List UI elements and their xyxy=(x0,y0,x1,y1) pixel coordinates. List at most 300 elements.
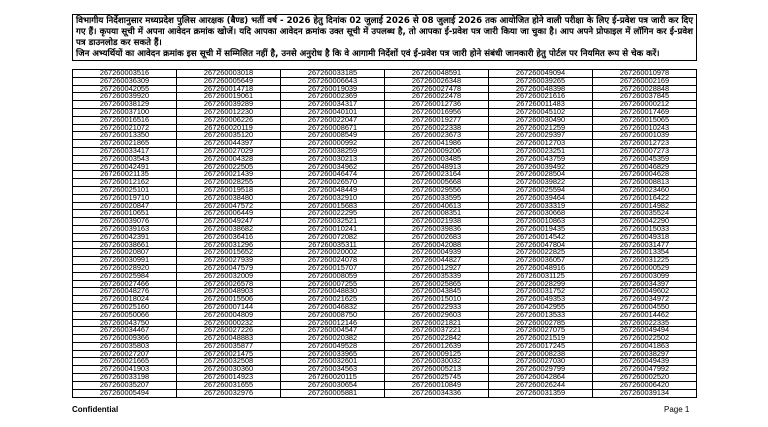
table-cell: 267260028920 xyxy=(73,264,177,272)
table-row xyxy=(73,241,697,249)
table-cell: 267260027029 xyxy=(177,147,281,155)
table-cell: 267260034317 xyxy=(281,101,385,109)
table-cell: 267260019710 xyxy=(73,194,177,202)
table-cell: 267260002785 xyxy=(489,319,593,327)
table-cell: 267260002369 xyxy=(281,93,385,101)
table-cell: 267260038129 xyxy=(73,101,177,109)
table-cell: 267260039920 xyxy=(73,93,177,101)
table-row xyxy=(73,147,697,155)
table-row xyxy=(73,124,697,132)
table-cell: 267260034962 xyxy=(281,163,385,171)
table-cell: 267260072082 xyxy=(281,233,385,241)
table-cell: 267260018024 xyxy=(73,296,177,304)
table-cell: 267260020115 xyxy=(281,374,385,382)
table-cell: 267260005881 xyxy=(281,389,385,397)
table-cell: 267260045359 xyxy=(593,155,697,163)
table-cell: 267260040613 xyxy=(385,202,489,210)
notice-paragraph-2: जिन अभ्यर्थियों का आवेदन क्रमांक इस सूची में सम्मिलित नहीं है, उनसे अनुरोध है कि वे आगामी निर्देशों एवं ई-प्रवेश पत्र जारी होने संबंधी जानकारी हेतु पोर्टल पर नियमित रूप से चेक करें। xyxy=(76,49,660,59)
table-row xyxy=(73,93,697,101)
table-cell: 267260043750 xyxy=(73,319,177,327)
table-cell: 267260038480 xyxy=(177,194,281,202)
table-cell: 267260019039 xyxy=(281,85,385,93)
table-cell: 267260033595 xyxy=(385,194,489,202)
table-cell: 267260021519 xyxy=(489,335,593,343)
table-cell: 267260030490 xyxy=(489,116,593,124)
table-body xyxy=(73,70,697,398)
table-cell: 267260022505 xyxy=(177,163,281,171)
table-cell: 267260012927 xyxy=(385,264,489,272)
table-cell: 267260035803 xyxy=(73,342,177,350)
table-cell: 267260028504 xyxy=(489,171,593,179)
table-cell: 267260042491 xyxy=(73,163,177,171)
table-cell: 267260039134 xyxy=(593,389,697,397)
table-row xyxy=(73,280,697,288)
table-cell: 267260020847 xyxy=(73,202,177,210)
table-cell: 267260039076 xyxy=(73,218,177,226)
table-row xyxy=(73,132,697,140)
table-cell: 267260010978 xyxy=(593,70,697,78)
table-cell: 267260023251 xyxy=(489,147,593,155)
table-cell: 267260031359 xyxy=(489,389,593,397)
table-cell: 267260046832 xyxy=(281,303,385,311)
table-cell: 267260000992 xyxy=(281,140,385,148)
table-cell: 267260004939 xyxy=(385,249,489,257)
table-row xyxy=(73,202,697,210)
table-cell: 267260029556 xyxy=(385,186,489,194)
table-row xyxy=(73,85,697,93)
table-cell: 267260021665 xyxy=(73,358,177,366)
table-cell: 267260019518 xyxy=(177,186,281,194)
table-cell: 267260025984 xyxy=(73,272,177,280)
table-cell: 267260005213 xyxy=(385,366,489,374)
table-cell: 267260015707 xyxy=(281,264,385,272)
table-cell: 267260034563 xyxy=(281,366,385,374)
table-cell: 267260041863 xyxy=(593,342,697,350)
table-cell: 267260032521 xyxy=(281,218,385,226)
table-cell: 267260010241 xyxy=(281,225,385,233)
table-cell: 267260005649 xyxy=(177,77,281,85)
table-cell: 267260048830 xyxy=(281,288,385,296)
footer-page-number: Page 1 xyxy=(664,405,690,414)
table-cell: 267260034336 xyxy=(385,389,489,397)
table-cell: 267260049494 xyxy=(593,327,697,335)
table-cell: 267260021821 xyxy=(385,319,489,327)
table-cell: 267260043845 xyxy=(385,288,489,296)
table-cell: 267260031655 xyxy=(177,381,281,389)
table-cell: 267260024078 xyxy=(281,257,385,265)
table-cell: 267260009206 xyxy=(385,147,489,155)
table-cell: 267260012723 xyxy=(593,140,697,148)
table-cell: 267260027939 xyxy=(177,257,281,265)
table-cell: 267260003516 xyxy=(73,70,177,78)
table-cell: 267260039492 xyxy=(489,163,593,171)
table-cell: 267260042955 xyxy=(489,303,593,311)
table-cell: 267260016422 xyxy=(593,194,697,202)
table-cell: 267260015506 xyxy=(177,296,281,304)
table-cell: 267260026244 xyxy=(489,381,593,389)
table-cell: 267260009366 xyxy=(73,335,177,343)
table-cell: 267260042055 xyxy=(73,85,177,93)
table-cell: 267260020807 xyxy=(73,249,177,257)
table-cell: 267260025160 xyxy=(73,303,177,311)
table-cell: 267260026570 xyxy=(281,179,385,187)
table-cell: 267260027075 xyxy=(489,327,593,335)
table-cell: 267260035120 xyxy=(177,132,281,140)
table-cell: 267260046474 xyxy=(281,171,385,179)
table-cell: 267260048916 xyxy=(489,264,593,272)
table-cell: 267260033417 xyxy=(73,147,177,155)
table-cell: 267260019061 xyxy=(177,93,281,101)
table-cell: 267260022295 xyxy=(281,210,385,218)
table-cell: 267260039464 xyxy=(489,194,593,202)
table-cell: 267260031752 xyxy=(489,288,593,296)
table-cell: 267260023460 xyxy=(593,186,697,194)
table-cell: 267260027466 xyxy=(73,280,177,288)
table-cell: 267260021475 xyxy=(177,350,281,358)
table-row xyxy=(73,77,697,85)
table-cell: 267260048449 xyxy=(281,186,385,194)
table-row xyxy=(73,225,697,233)
table-cell: 267260012639 xyxy=(385,342,489,350)
table-row xyxy=(73,288,697,296)
table-cell: 267260049353 xyxy=(489,296,593,304)
table-cell: 267260017469 xyxy=(593,108,697,116)
table-cell: 267260022478 xyxy=(385,93,489,101)
table-cell: 267260012146 xyxy=(281,319,385,327)
table-cell: 267260028299 xyxy=(489,280,593,288)
table-cell: 267260015010 xyxy=(385,296,489,304)
table-row xyxy=(73,218,697,226)
table-cell: 267260031125 xyxy=(489,272,593,280)
table-cell: 267260044397 xyxy=(177,140,281,148)
table-row xyxy=(73,327,697,335)
table-cell: 267260049247 xyxy=(177,218,281,226)
footer-confidential: Confidential xyxy=(72,405,119,414)
table-cell: 267260025865 xyxy=(385,280,489,288)
table-cell: 267260020382 xyxy=(281,335,385,343)
table-cell: 267260003018 xyxy=(177,70,281,78)
table-cell: 267260026348 xyxy=(385,77,489,85)
table-cell: 267260027478 xyxy=(385,85,489,93)
table-cell: 267260042864 xyxy=(489,374,593,382)
table-cell: 267260007144 xyxy=(177,303,281,311)
table-row xyxy=(73,163,697,171)
table-cell: 267260025745 xyxy=(385,374,489,382)
table-row xyxy=(73,296,697,304)
table-cell: 267260048398 xyxy=(489,85,593,93)
application-number-table xyxy=(72,69,697,398)
table-cell: 267260021938 xyxy=(385,218,489,226)
table-cell: 267260047579 xyxy=(177,264,281,272)
table-cell: 267260034397 xyxy=(593,280,697,288)
table-cell: 267260010651 xyxy=(73,210,177,218)
table-cell: 267260035207 xyxy=(73,381,177,389)
table-row xyxy=(73,70,697,78)
table-cell: 267260006226 xyxy=(177,116,281,124)
table-cell: 267260049602 xyxy=(593,288,697,296)
table-row xyxy=(73,389,697,397)
table-cell: 267260043759 xyxy=(489,155,593,163)
table-cell: 267260048276 xyxy=(73,288,177,296)
table-cell: 267260010243 xyxy=(593,124,697,132)
table-cell: 267260008549 xyxy=(281,132,385,140)
table-cell: 267260032009 xyxy=(177,272,281,280)
table-cell: 267260028255 xyxy=(177,179,281,187)
table-cell: 267260042290 xyxy=(593,218,697,226)
table-cell: 267260032910 xyxy=(281,194,385,202)
table-cell: 267260012703 xyxy=(489,140,593,148)
table-row xyxy=(73,101,697,109)
table-cell: 267260047804 xyxy=(489,241,593,249)
table-cell: 267260039265 xyxy=(489,77,593,85)
table-cell: 267260020119 xyxy=(177,124,281,132)
notice-paragraph-1: विभागीय निर्देशानुसार मध्यप्रदेश पुलिस आरक्षक (बैण्ड) भर्ती वर्ष - 2026 हेतु दिनांक 02 जुलाई 2026 से 08 जुलाई 2026 तक आयोजित होने वाली परीक्षा के लिए ई-प्रवेश पत्र जारी कर दिए गए हैं। कृपया सूची में अपना आवेदन क्रमांक खोजें। यदि आपका आवेदन क्रमांक उक्त सूची में उपलब्ध है, तो आपका ई-प्रवेश पत्र जारी किया जा चुका है। आप अपने प्रोफाइल में लॉगिन कर ई-प्रवेश पत्र डाउनलोड कर सकते हैं। xyxy=(76,16,693,48)
table-row xyxy=(73,264,697,272)
table-cell: 267260004809 xyxy=(177,311,281,319)
table-cell: 267260030654 xyxy=(281,381,385,389)
table-cell: 267260016516 xyxy=(73,116,177,124)
table-cell: 267260039822 xyxy=(489,179,593,187)
notice-box xyxy=(72,14,697,61)
table-cell: 267260049318 xyxy=(593,233,697,241)
table-cell: 267260041903 xyxy=(73,366,177,374)
table-cell: 267260047572 xyxy=(177,202,281,210)
table-cell: 267260008351 xyxy=(385,210,489,218)
table-cell: 267260003099 xyxy=(593,272,697,280)
table-cell: 267260013350 xyxy=(73,132,177,140)
table-cell: 267260014542 xyxy=(489,233,593,241)
table-cell: 267260021865 xyxy=(73,140,177,148)
table-row xyxy=(73,155,697,163)
table-cell: 267260021616 xyxy=(489,93,593,101)
table-cell: 267260006449 xyxy=(177,210,281,218)
table-cell: 267260015683 xyxy=(281,202,385,210)
table-cell: 267260048883 xyxy=(177,335,281,343)
table-cell: 267260027030 xyxy=(489,358,593,366)
table-cell: 267260039289 xyxy=(177,101,281,109)
table-cell: 267260046829 xyxy=(593,163,697,171)
table-cell: 267260049439 xyxy=(593,358,697,366)
table-cell: 267260036309 xyxy=(73,77,177,85)
table-cell: 267260004628 xyxy=(593,171,697,179)
table-cell: 267260038297 xyxy=(593,350,697,358)
table-cell: 267260015652 xyxy=(177,249,281,257)
table-cell: 267260013354 xyxy=(593,249,697,257)
table-cell: 267260044827 xyxy=(385,257,489,265)
table-row xyxy=(73,381,697,389)
table-cell: 267260029799 xyxy=(489,366,593,374)
table-cell: 267260033198 xyxy=(73,374,177,382)
table-row xyxy=(73,116,697,124)
table-cell: 267260021259 xyxy=(489,124,593,132)
table-row xyxy=(73,272,697,280)
table-cell: 267260003485 xyxy=(385,155,489,163)
table-cell: 267260014462 xyxy=(593,311,697,319)
table-row xyxy=(73,249,697,257)
table-cell: 267260039163 xyxy=(73,225,177,233)
table-cell: 267260047992 xyxy=(593,366,697,374)
table-cell: 267260035339 xyxy=(385,272,489,280)
table-cell: 267260004328 xyxy=(177,155,281,163)
table-row xyxy=(73,108,697,116)
table-cell: 267260002683 xyxy=(385,233,489,241)
table-cell: 267260034467 xyxy=(73,327,177,335)
table-cell: 267260006643 xyxy=(281,77,385,85)
table-cell: 267260006420 xyxy=(593,381,697,389)
table-cell: 267260027226 xyxy=(177,327,281,335)
table-row xyxy=(73,311,697,319)
table-cell: 267260022338 xyxy=(385,124,489,132)
table-cell: 267260027207 xyxy=(73,350,177,358)
table-cell: 267260040101 xyxy=(281,108,385,116)
table-cell: 267260019277 xyxy=(385,116,489,124)
table-cell: 267260038682 xyxy=(177,225,281,233)
table-cell: 267260005668 xyxy=(385,179,489,187)
table-cell: 267260042088 xyxy=(385,241,489,249)
table-cell: 267260036057 xyxy=(489,257,593,265)
table-row xyxy=(73,335,697,343)
table-cell: 267260030991 xyxy=(73,257,177,265)
table-cell: 267260007273 xyxy=(593,147,697,155)
table-cell: 267260030032 xyxy=(385,358,489,366)
table-cell: 267260039836 xyxy=(385,225,489,233)
table-row xyxy=(73,350,697,358)
table-cell: 267260023164 xyxy=(385,171,489,179)
table-cell: 267260021625 xyxy=(281,296,385,304)
table-row xyxy=(73,194,697,202)
table-row xyxy=(73,186,697,194)
table-cell: 267260033185 xyxy=(281,70,385,78)
table-cell: 267260034972 xyxy=(593,296,697,304)
table-cell: 267260031477 xyxy=(593,241,697,249)
table-cell: 267260050066 xyxy=(73,311,177,319)
table-cell: 267260015065 xyxy=(593,116,697,124)
table-cell: 267260022335 xyxy=(593,319,697,327)
table-cell: 267260037221 xyxy=(385,327,489,335)
table-cell: 267260048591 xyxy=(385,70,489,78)
table-cell: 267260004550 xyxy=(593,303,697,311)
table-cell: 267260036416 xyxy=(177,233,281,241)
table-cell: 267260021072 xyxy=(73,124,177,132)
table-cell: 267260009125 xyxy=(385,350,489,358)
table-cell: 267260049528 xyxy=(281,342,385,350)
table-cell: 267260008671 xyxy=(281,124,385,132)
table-cell: 267260029397 xyxy=(489,132,593,140)
table-cell: 267260038259 xyxy=(281,147,385,155)
table-row xyxy=(73,319,697,327)
table-cell: 267260031225 xyxy=(593,257,697,265)
table-cell: 267260023673 xyxy=(385,132,489,140)
table-cell: 267260032508 xyxy=(177,358,281,366)
table-cell: 267260037100 xyxy=(73,108,177,116)
table-cell: 267260008750 xyxy=(281,311,385,319)
table-cell: 267260002169 xyxy=(593,77,697,85)
table-cell: 267260021439 xyxy=(177,171,281,179)
table-cell: 267260010863 xyxy=(489,218,593,226)
table-row xyxy=(73,257,697,265)
table-cell: 267260016956 xyxy=(385,108,489,116)
table-cell: 267260014718 xyxy=(177,85,281,93)
table-cell: 267260001039 xyxy=(593,132,697,140)
table-cell: 267260029603 xyxy=(385,311,489,319)
table-cell: 267260012736 xyxy=(385,101,489,109)
table-cell: 267260032601 xyxy=(281,358,385,366)
table-row xyxy=(73,374,697,382)
table-cell: 267260004547 xyxy=(281,327,385,335)
table-cell: 267260033319 xyxy=(489,202,593,210)
table-cell: 267260022502 xyxy=(593,335,697,343)
table-row xyxy=(73,171,697,179)
table-cell: 267260022825 xyxy=(489,249,593,257)
table-cell: 267260008059 xyxy=(281,272,385,280)
table-cell: 267260014923 xyxy=(177,374,281,382)
table-cell: 267260048913 xyxy=(385,163,489,171)
table-cell: 267260031296 xyxy=(177,241,281,249)
table-cell: 267260008238 xyxy=(489,350,593,358)
table-cell: 267260017245 xyxy=(489,342,593,350)
table-cell: 267260015033 xyxy=(593,225,697,233)
table-cell: 267260025594 xyxy=(489,186,593,194)
table-row xyxy=(73,366,697,374)
table-cell: 267260021135 xyxy=(73,171,177,179)
table-cell: 267260022842 xyxy=(385,335,489,343)
table-cell: 267260042391 xyxy=(73,233,177,241)
table-cell: 267260022047 xyxy=(281,116,385,124)
table-row xyxy=(73,303,697,311)
table-cell: 267260000212 xyxy=(593,101,697,109)
table-cell: 267260012162 xyxy=(73,179,177,187)
table-row xyxy=(73,140,697,148)
table-cell: 267260003543 xyxy=(73,155,177,163)
table-cell: 267260000232 xyxy=(177,319,281,327)
table-cell: 267260012230 xyxy=(177,108,281,116)
table-row xyxy=(73,342,697,350)
table-cell: 267260035877 xyxy=(177,342,281,350)
table-cell: 267260035524 xyxy=(593,210,697,218)
table-row xyxy=(73,179,697,187)
table-cell: 267260019435 xyxy=(489,225,593,233)
table-cell: 267260032976 xyxy=(177,389,281,397)
table-row xyxy=(73,210,697,218)
table-cell: 267260030213 xyxy=(281,155,385,163)
table-cell: 267260005494 xyxy=(73,389,177,397)
table-cell: 267260014982 xyxy=(593,202,697,210)
table-cell: 267260038661 xyxy=(73,241,177,249)
table-row xyxy=(73,358,697,366)
table-cell: 267260011483 xyxy=(489,101,593,109)
table-cell: 267260035311 xyxy=(281,241,385,249)
table-cell: 267260025101 xyxy=(73,186,177,194)
table-cell: 267260045102 xyxy=(489,108,593,116)
table-cell: 267260049094 xyxy=(489,70,593,78)
table-cell: 267260026578 xyxy=(177,280,281,288)
table-cell: 267260037845 xyxy=(593,93,697,101)
table-cell: 267260048903 xyxy=(177,288,281,296)
table-cell: 267260008813 xyxy=(593,179,697,187)
table-row xyxy=(73,233,697,241)
table-cell: 267260030668 xyxy=(489,210,593,218)
table-cell: 267260002520 xyxy=(593,374,697,382)
table-cell: 267260000529 xyxy=(593,264,697,272)
table-cell: 267260022933 xyxy=(385,303,489,311)
table-cell: 267260030360 xyxy=(177,366,281,374)
table-cell: 267260028848 xyxy=(593,85,697,93)
table-cell: 267260033965 xyxy=(281,350,385,358)
table-cell: 267260041986 xyxy=(385,140,489,148)
table-cell: 267260007255 xyxy=(281,280,385,288)
table-cell: 267260013533 xyxy=(489,311,593,319)
table-cell: 267260020002 xyxy=(281,249,385,257)
